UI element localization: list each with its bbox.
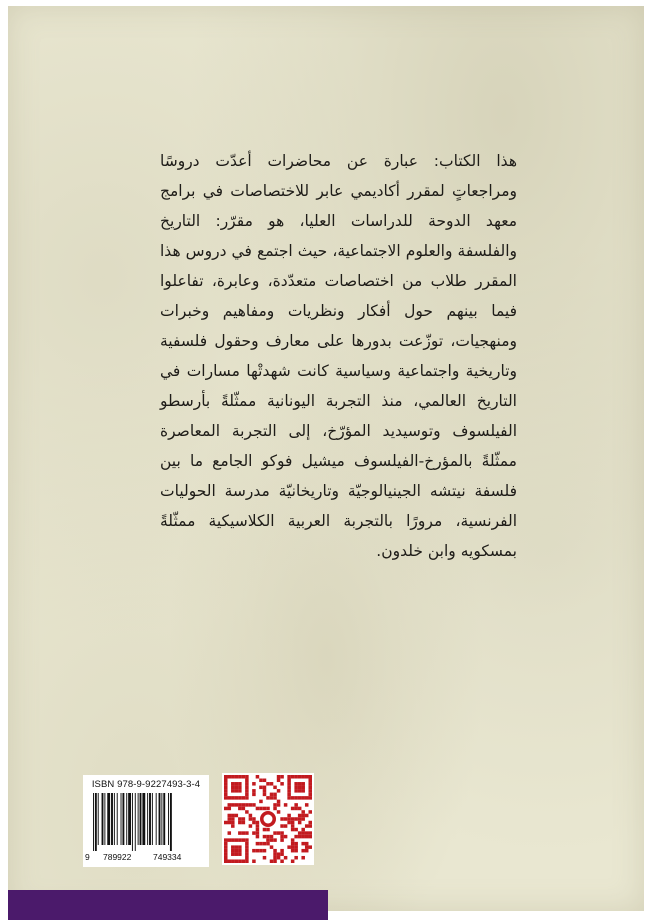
isbn-barcode [83,775,209,867]
isbn-label: ISBN 978-9-9227493-3-4 [91,779,201,790]
barcode-right-digits: 749334 [153,852,182,862]
barcode-left-digits: 789922 [103,852,132,862]
book-description: هذا الكتاب: عبارة عن محاضرات أعدّت دروسًا ومراجعاتٍ لمقرر أكاديمي عابر للاختصاصات في برامج معهد الدوحة للدراسات العليا، هو مقرّر: التاريخ والفلسفة والعلوم الاجتماعية، حيث اجتمع في دروس هذا المقرر طلاب من اختصاصات متعدّدة، وعابرة، تفاعلوا فيما بينهم حول أفكار ونظريات ومفاهيم وخبرات ومنهجيات، توزّعت بدورها على معارف وحقول فلسفية وتاريخية واجتماعية وسياسية كانت شهدتْها مسارات في التاريخ العالمي، منذ التجربة اليونانية ممثّلةً بأرسطو الفيلسوف وتوسيديد المؤرّخ، إلى التجربة المعاصرة ممثّلةً بالمؤرخ-الفيلسوف ميشيل فوكو الجامع ما بين فلسفة نيتشه الجينيالوجيّة وتاريخانيّة مدرسة الحوليات الفرنسية، مرورًا بالتجربة العربية الكلاسيكية ممثّلةً بمسكويه وابن خلدون. [160,152,517,560]
qr-code-pattern [224,775,312,863]
purple-spine-strip [8,890,328,920]
barcode-bars [93,793,199,851]
barcode-first-digit: 9 [85,852,90,862]
qr-code [222,773,314,865]
